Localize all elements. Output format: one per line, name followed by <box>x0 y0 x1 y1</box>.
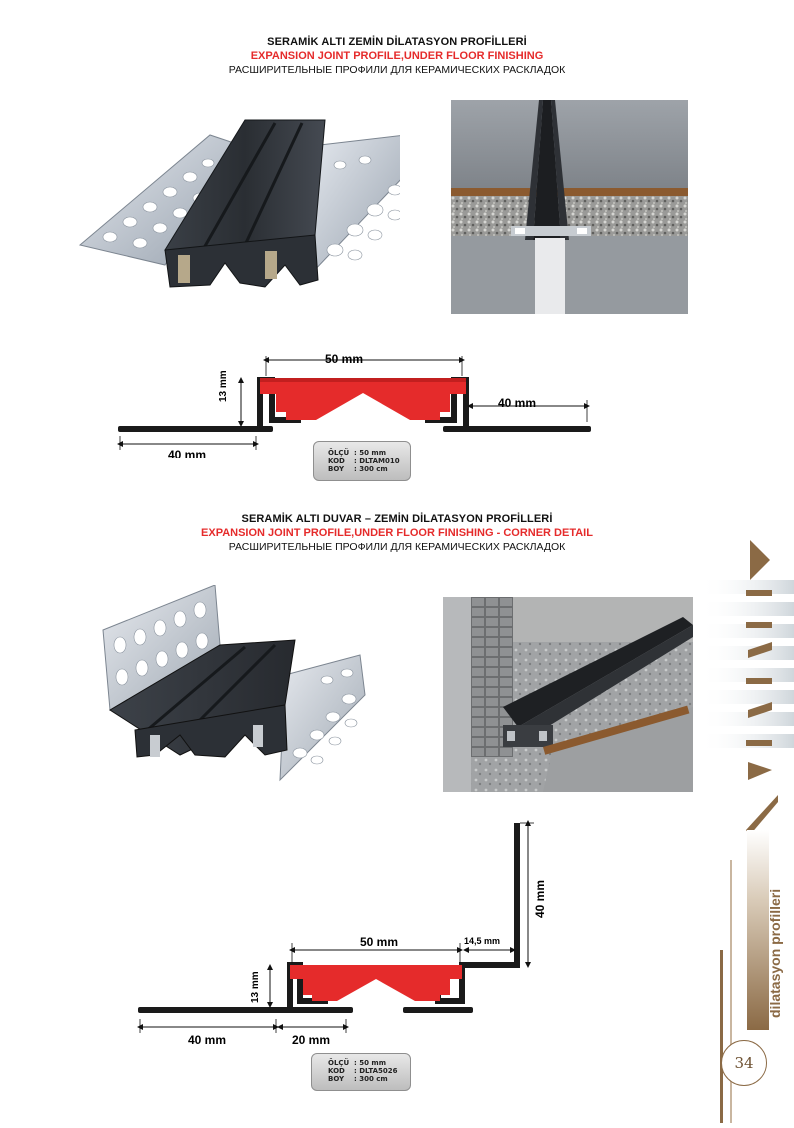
dim-left-label: 40 mm <box>168 448 207 458</box>
spec-box-floor <box>313 441 411 481</box>
dim-right-label: 40 mm <box>498 396 537 410</box>
product-render-floor <box>70 115 400 315</box>
corner-dim-vertical-label: 40 mm <box>533 879 547 918</box>
corner-dim-height-label: 13 mm <box>250 971 261 1003</box>
page-number: 34 <box>721 1040 767 1086</box>
section2-heading <box>0 512 794 554</box>
section1-heading <box>0 35 794 77</box>
spec-size-value: : 50 mm <box>354 449 387 457</box>
installation-photo-corner <box>443 597 693 792</box>
spec2-length-key: BOY <box>328 1075 345 1083</box>
cross-section-corner-svg <box>120 815 560 1050</box>
section2-title-ru: РАСШИРИТЕЛЬНЫЕ ПРОФИЛИ ДЛЯ КЕРАМИЧЕСКИХ РАСКЛАДОК <box>228 541 566 553</box>
spec-size-key: ÖLÇÜ <box>328 449 350 457</box>
corner-dim-inner-label: 20 mm <box>292 1033 331 1047</box>
spec2-code-key: KOD <box>328 1067 345 1075</box>
sidebar-label: dilatasyon profilleri <box>767 888 783 1018</box>
spec2-size-value: : 50 mm <box>354 1059 387 1067</box>
section1-title-en: EXPANSION JOINT PROFILE,UNDER FLOOR FINISHING <box>250 50 544 62</box>
spec-code-value: : DLTAM010 <box>354 457 400 465</box>
product-render-corner <box>95 585 370 785</box>
dim-width-label: 50 mm <box>325 352 364 366</box>
spec2-code-value: : DLTA5026 <box>354 1067 398 1075</box>
technical-drawing-corner <box>120 815 560 1050</box>
spec2-size-key: ÖLÇÜ <box>328 1059 350 1067</box>
left-flange <box>118 426 273 432</box>
section1-title-ru: РАСШИРИТЕЛЬНЫЕ ПРОФИЛИ ДЛЯ КЕРАМИЧЕСКИХ РАСКЛАДОК <box>228 64 566 76</box>
corner-dim-width-label: 50 mm <box>360 935 399 949</box>
section1-title-tr: SERAMİK ALTI ZEMİN DİLATASYON PROFİLLERİ <box>267 36 527 48</box>
spec-length-key: BOY <box>328 465 345 473</box>
installation-photo-floor <box>451 100 688 314</box>
sidebar-decoration <box>700 530 794 1123</box>
corner-dim-left-label: 40 mm <box>188 1033 227 1047</box>
corner-dim-gap-label: 14,5 mm <box>464 936 501 946</box>
spec-length-value: : 300 cm <box>354 465 388 473</box>
spec-box-corner <box>311 1053 411 1091</box>
section2-title-tr: SERAMİK ALTI DUVAR – ZEMİN DİLATASYON PROFİLLERİ <box>241 513 553 525</box>
spec2-length-value: : 300 cm <box>354 1075 388 1083</box>
spec-code-key: KOD <box>328 457 345 465</box>
dim-height-label: 13 mm <box>218 370 229 402</box>
section2-title-en: EXPANSION JOINT PROFILE,UNDER FLOOR FINISHING - CORNER DETAIL <box>201 527 593 539</box>
